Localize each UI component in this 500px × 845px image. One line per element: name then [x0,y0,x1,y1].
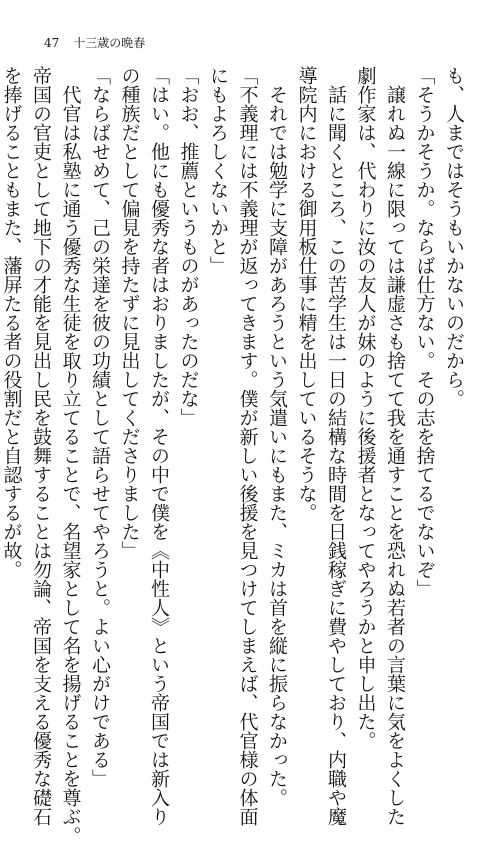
text-line: 「ならばせめて、己の栄達を彼の功績として語らせてやろうと。よい心がけである」 [89,66,111,788]
text-line: 導院内における御用板仕事に精を出しているそうな。 [295,66,318,522]
text-line: 話に聞くところ、この苦学生は一日の結構な時間を日銭稼ぎに費やしており、内職や魔 [325,66,347,826]
text-line: も、人まではそうもいかないのだから。 [443,66,465,408]
page-number: 47 [44,36,60,50]
text-line: 「不義理には不義理が返ってきます。僕が新しい後援を見つけてしまえば、代官様の体面 [236,66,259,826]
text-line: の種族だとして偏見を持たずに見出してくださりました」 [118,66,141,560]
text-line: 「おお、推薦というものがあったのだな」 [177,66,200,427]
page-header [44,34,145,51]
text-line: 「そうかそうか。ならば仕方ない。その志を捨てるでないぞ」 [413,66,436,598]
text-line: 帝国の官吏として地下の才能を見出し民を鼓舞することは勿論、帝国を支える優秀な礎石 [30,66,52,826]
text-line: にもよろしくないかと」 [207,66,229,275]
running-title: 十三歳の晩春 [73,36,146,50]
text-line: 譲れぬ一線に限っては謙虚さも捨てて我を通すことを恐れぬ若者の言葉に気をよくした [384,66,406,826]
vertical-body-text [0,66,468,845]
text-line: 劇作家は、代わりに汝の友人が妹のように後援者となってやろうかと申し出た。 [354,66,377,750]
text-line: それでは勉学に支障があろうという気遣いにもまた、ミカは首を縦に振らなかった。 [266,66,288,807]
text-line: を捧げることもまた、藩屏たる者の役割だと自認するが故。 [0,66,23,579]
text-line: 「はい。他にも優秀な者はおりましたが、その中で僕を《中性人》という帝国では新入り [148,66,170,826]
text-line: 代官は私塾に通う優秀な生徒を取り立てることで、名望家として名を揚げることを尊ぶ。 [59,66,82,845]
